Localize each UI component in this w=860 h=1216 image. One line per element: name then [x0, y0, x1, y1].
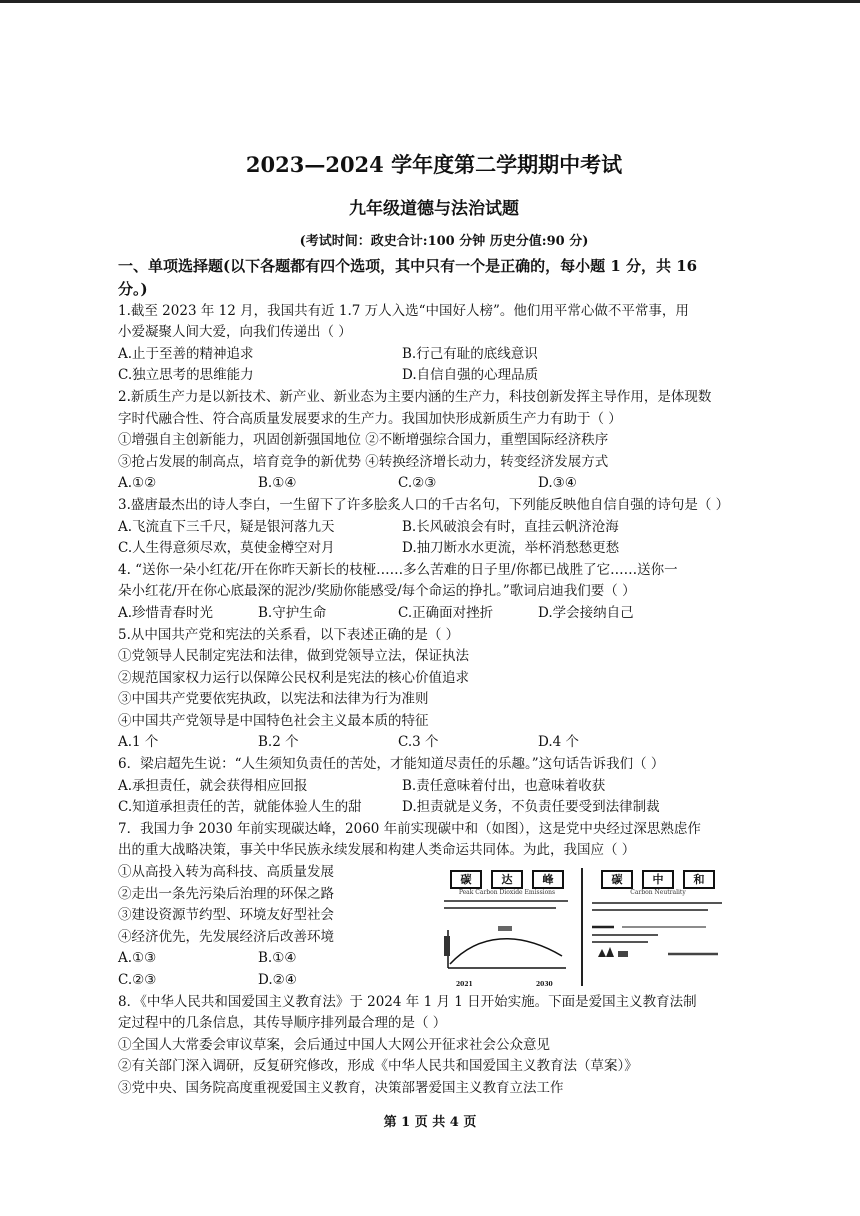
option-d[interactable]: D.学会接纳自己 [538, 604, 634, 621]
question-stem: 1.截至 2023 年 12 月，我国共有近 1.7 万人入选“中国好人榜”。他们用平常心做不平常事，用 [118, 302, 689, 319]
panel-blurred-text [438, 897, 576, 916]
question-2 [118, 387, 730, 495]
question-4 [118, 560, 730, 625]
section-heading: 一、单项选择题(以下各题都有四个选项，其中只有一个是正确的，每小题 1 分，共 16 分。) [118, 256, 698, 298]
option-b[interactable]: B.行己有耻的底线意识 [402, 345, 538, 362]
exam-subtitle: 九年级道德与法治试题 [349, 199, 519, 219]
option-a[interactable]: A.飞流直下三千尺，疑是银河落九天 [118, 518, 335, 535]
blurred-text-lines [438, 897, 576, 913]
question-stem: 4. “送你一朵小红花/开在你昨天新长的枝桠……多么苦难的日子里/你都已战胜了它……送你一 [118, 561, 678, 578]
option-b[interactable]: B.①④ [258, 950, 297, 967]
statement: ③党中央、国务院高度重视爱国主义教育，决策部署爱国主义教育立法工作 [118, 1079, 564, 1096]
statement: ②走出一条先污染后治理的环保之路 [118, 885, 334, 902]
statement: ①从高投入转为高科技、高质量发展 [118, 864, 334, 881]
option-b[interactable]: B.责任意味着付出，也意味着收获 [402, 777, 606, 794]
char-box: 峰 [532, 870, 564, 889]
question-stem: 定过程中的几条信息，其传导顺序排列最合理的是（ ） [118, 1015, 447, 1032]
char-box: 和 [683, 870, 715, 889]
question-3 [118, 495, 730, 560]
option-a[interactable]: A.①② [118, 475, 157, 492]
statement: ③中国共产党要依宪执政，以宪法和法律为行为准则 [118, 691, 429, 708]
question-8 [118, 992, 730, 1100]
question-5 [118, 625, 730, 755]
option-c[interactable]: C.独立思考的思维能力 [118, 367, 254, 384]
option-b[interactable]: B.守护生命 [258, 604, 327, 621]
option-d[interactable]: D.②④ [258, 972, 297, 988]
option-c[interactable]: C.人生得意须尽欢，莫使金樽空对月 [118, 540, 335, 557]
char-box: 碳 [450, 870, 482, 889]
option-a[interactable]: A.承担责任，就会获得相应回报 [118, 777, 308, 794]
option-b[interactable]: B.长风破浪会有时，直挂云帆济沧海 [402, 518, 619, 535]
statement: ②规范国家权力运行以保障公民权利是宪法的核心价值追求 [118, 669, 469, 686]
option-d[interactable]: D.抽刀断水水更流，举杯消愁愁更愁 [402, 540, 620, 557]
option-c[interactable]: C.正确面对挫折 [398, 604, 494, 621]
option-d[interactable]: D.担责就是义务，不负责任要受到法律制裁 [402, 799, 660, 816]
axis-label-right: 2030 [536, 981, 553, 989]
statement: ④经济优先，先发展经济后改善环境 [118, 928, 334, 945]
option-c[interactable]: C.知道承担责任的苦，就能体验人生的甜 [118, 799, 362, 816]
question-stem: 3.盛唐最杰出的诗人李白，一生留下了许多脍炙人口的千古名句，下列能反映他自信自强的诗句是（ ） [118, 496, 730, 513]
page-footer: 第 1 页 共 4 页 [383, 1115, 477, 1130]
option-d[interactable]: D.③④ [538, 475, 577, 492]
option-c[interactable]: C.②③ [118, 972, 157, 988]
question-6 [118, 754, 730, 819]
statement: ①党领导人民制定宪法和法律，做到党领导立法，保证执法 [118, 648, 469, 665]
statement: ②有关部门深入调研，反复研究修改，形成《中华人民共和国爱国主义教育法（草案）》 [118, 1058, 638, 1075]
statement: ③建设资源节约型、环境友好型社会 [118, 907, 334, 924]
question-stem: 朵小红花/开在你心底最深的泥沙/奖励你能感受/每个命运的挣扎。”歌词启迪我们要（ ） [118, 583, 636, 600]
option-b[interactable]: B.2 个 [258, 734, 299, 751]
carbon-figure [438, 868, 728, 989]
option-a[interactable]: A.①③ [118, 950, 157, 967]
question-stem: 字时代融合性、符合高质量发展要求的生产力。我国加快形成新质生产力有助于（ ） [118, 410, 622, 427]
char-box: 碳 [601, 870, 633, 889]
carbon-peak-panel [438, 868, 576, 989]
panel-english-label: Peak Carbon Dioxide Emissions [458, 889, 556, 897]
panel-english-label: Carbon Neutrality [630, 889, 686, 897]
option-d[interactable]: D.自信自强的心理品质 [402, 367, 539, 384]
question-stem: 小爱凝聚人间大爱，向我们传递出（ ） [118, 324, 352, 341]
option-a[interactable]: A.1 个 [118, 734, 159, 751]
option-c[interactable]: C.②③ [398, 475, 437, 492]
statement: ①增强自主创新能力，巩固创新强国地位 ②不断增强综合国力，重塑国际经济秩序 [118, 432, 609, 449]
option-a[interactable]: A.珍惜青春时光 [118, 604, 214, 621]
question-7 [118, 819, 730, 992]
option-a[interactable]: A.止于至善的精神追求 [118, 345, 254, 362]
axis-label-left: 2021 [456, 981, 473, 989]
question-stem: 5.从中国共产党和宪法的关系看，以下表述正确的是（ ） [118, 626, 460, 643]
neutral-illustration [588, 897, 728, 967]
exam-title: 2023—2024 学年度第二学期期中考试 [245, 152, 623, 177]
question-stem: 8．《中华人民共和国爱国主义教育法》于 2024 年 1 月 1 日开始实施。下面是爱国主义教育法制 [118, 993, 697, 1010]
statement: ④中国共产党领导是中国特色社会主义最本质的特征 [118, 712, 429, 729]
exam-page [118, 150, 730, 1100]
question-stem: 2.新质生产力是以新技术、新产业、新业态为主要内涵的生产力，科技创新发挥主导作用，是体现数 [118, 388, 712, 405]
peak-curve-chart [438, 916, 576, 978]
figure-divider [581, 868, 583, 986]
exam-meta: (考试时间：政史合计:100 分钟 历史分值:90 分) [299, 234, 589, 249]
question-1 [118, 301, 730, 387]
option-c[interactable]: C.3 个 [398, 734, 439, 751]
option-d[interactable]: D.4 个 [538, 734, 580, 751]
question-stem: 7．我国力争 2030 年前实现碳达峰，2060 年前实现碳中和（如图），这是党中央经过深思熟虑作 [118, 820, 701, 837]
statement: ①全国人大常委会审议草案，会后通过中国人大网公开征求社会公众意见 [118, 1036, 550, 1053]
statement: ③抢占发展的制高点，培育竞争的新优势 ④转换经济增长动力，转变经济发展方式 [118, 453, 609, 470]
scan-top-border [0, 0, 860, 3]
question-stem: 出的重大战略决策，事关中华民族永续发展和构建人类命运共同体。为此，我国应（ ） [118, 842, 636, 859]
option-b[interactable]: B.①④ [258, 475, 297, 492]
char-box: 中 [642, 870, 674, 889]
carbon-neutral-panel [588, 868, 728, 986]
question-stem: 6．梁启超先生说：“人生须知负责任的苦处，才能知道尽责任的乐趣。”这句话告诉我们（ ） [118, 756, 665, 773]
char-box: 达 [491, 870, 523, 889]
